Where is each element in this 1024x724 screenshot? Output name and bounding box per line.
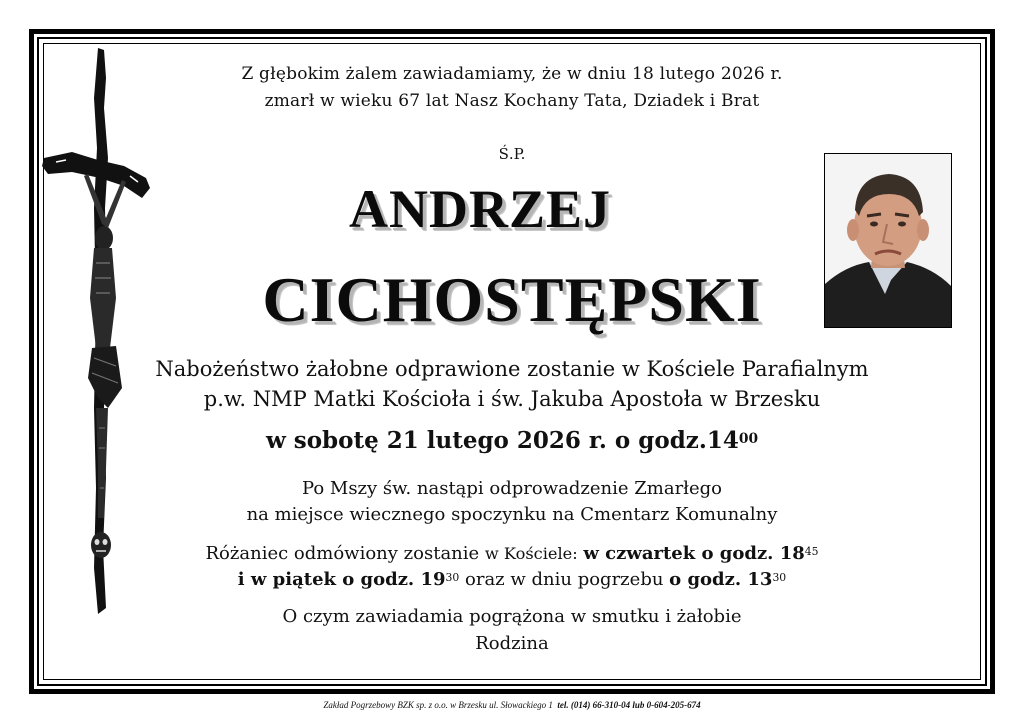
honorific: Ś.P.	[498, 145, 526, 163]
deceased-first-name: ANDRZEJ	[348, 179, 612, 239]
service-line-1: Nabożeństwo żałobne odprawione zostanie w Kościele Parafialnym	[155, 357, 869, 381]
intro-line-1: Z głębokim żalem zawiadamiamy, że w dniu 18 lutego 2026 r.	[241, 64, 783, 84]
rosary-prefix: Różaniec odmówiony zostanie	[205, 543, 480, 564]
footer-phone: tel. (014) 66-310-04 lub 0-604-205-674	[557, 700, 701, 710]
rosary-day2-minutes: 30	[445, 571, 460, 585]
rosary-line-2	[0, 569, 1024, 590]
footer	[0, 700, 1024, 710]
rosary-line-1	[0, 543, 1024, 564]
closing-signature: Rodzina	[475, 633, 549, 654]
intro-line-2: zmarł w wieku 67 lat Nasz Kochany Tata, Dziadek i Brat	[264, 91, 760, 111]
deceased-last-name: CICHOSTĘPSKI	[262, 264, 762, 335]
closing-line-1: O czym zawiadamia pogrążona w smutku i żałobie	[282, 606, 742, 627]
procession-line-2: na miejsce wiecznego spoczynku na Cmentarz Komunalny	[246, 504, 778, 525]
footer-company: Zakład Pogrzebowy BZK sp. z o.o. w Brzesku ul. Słowackiego 1	[323, 700, 553, 710]
rosary-place: w Kościele:	[484, 544, 578, 563]
rosary-day3-minutes: 30	[772, 571, 787, 585]
rosary-day1-minutes: 45	[804, 545, 819, 559]
funeral-date-minutes: 00	[738, 431, 759, 448]
funeral-date-text: w sobotę 21 lutego 2026 r. o godz.14	[265, 427, 739, 454]
rosary-day2: i w piątek o godz. 19	[237, 569, 446, 590]
funeral-date	[0, 427, 1024, 454]
rosary-middle: oraz w dniu pogrzebu	[465, 569, 664, 590]
rosary-day3: o godz. 13	[669, 569, 773, 590]
portrait-photo	[824, 153, 952, 328]
procession-line-1: Po Mszy św. nastąpi odprowadzenie Zmarłego	[301, 478, 723, 499]
service-line-2: p.w. NMP Matki Kościoła i św. Jakuba Apostoła w Brzesku	[203, 387, 821, 411]
rosary-day1: w czwartek o godz. 18	[583, 543, 805, 564]
